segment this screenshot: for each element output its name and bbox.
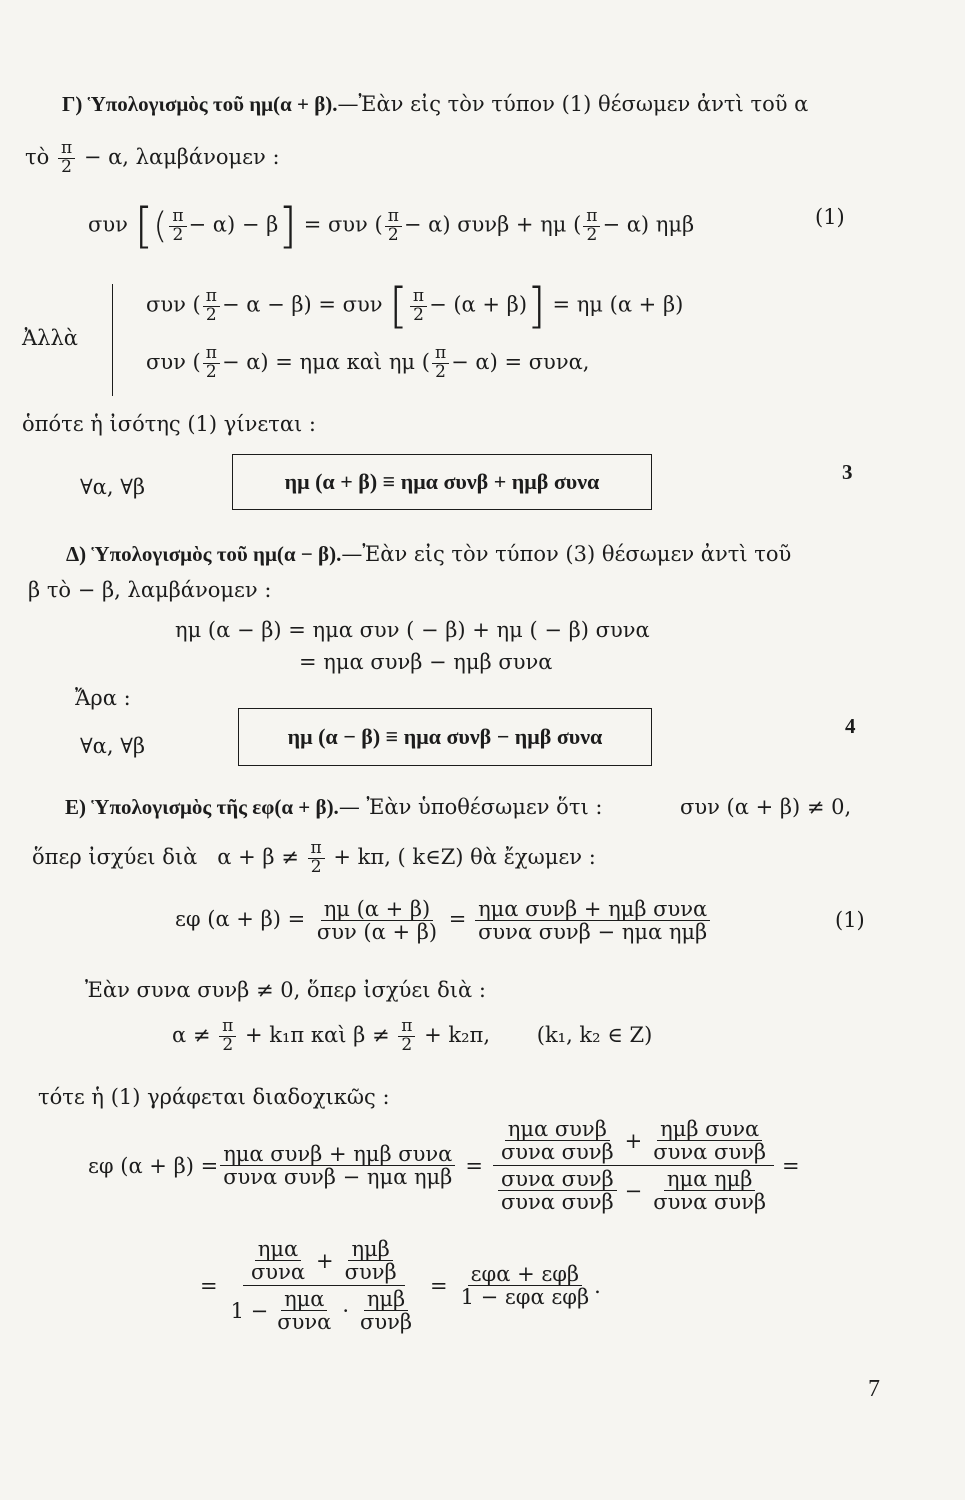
opote-line: ὁπότε ἡ ἰσότης (1) γίνεται :: [22, 412, 316, 436]
formula-box-3: ημ (α + β) ≡ ημα συνβ + ημβ συνα: [232, 454, 652, 510]
alla-word: Ἀλλὰ: [22, 326, 78, 350]
page-number: 7: [868, 1376, 880, 1402]
forall-g: ∀α, ∀β: [80, 475, 146, 499]
section-e-oper-line: ὅπερ ἰσχύει διὰ α + β ≠ $\frac{\pi}{2}$ + kπ, ( k∈Z) θὰ ἔχωμεν :: [32, 838, 596, 877]
brace-line-2: συν ( $\frac{\pi}{2}$ − α) = ημα καὶ ημ ( $\frac{\pi}{2}$ − α) = συνα,: [146, 343, 590, 382]
forall-d: ∀α, ∀β: [80, 734, 146, 758]
ef-label: (1): [835, 908, 865, 932]
formula-number-4: 4: [845, 714, 856, 738]
formula-number-3: 3: [842, 460, 853, 484]
to-word: τὸ: [25, 144, 50, 169]
section-e-intro: — Ἐὰν ὑποθέσωμεν ὅτι :: [338, 795, 603, 819]
ef-definition: εφ (α + β) = $\frac{\eta\mu (\alpha + \beta)}{\text{συν (α + β)}}$ = $\frac{\text{ημα συνβ + ημβ συνα}}{\text{συνα συνβ − ημα ημβ}}$: [175, 898, 712, 943]
section-e-condition: συν (α + β) ≠ 0,: [680, 795, 852, 819]
formula-box-4: ημ (α − β) ≡ ημα συνβ − ημβ συνα: [238, 708, 652, 766]
section-e-heading: [65, 795, 602, 820]
big-compound-fraction: $\frac{\text{ημα συνβ}}{\text{συνα συνβ}}$ + $\frac{\text{ημβ συνα}}{\text{συνα συνβ}}$ $\frac{\text{συνα συνβ}}{\text{συνα συνβ}}$ − $\frac{\text{ημα ημβ}}{\text{συνα συνβ}}$: [493, 1118, 774, 1213]
final-result-fraction: $\frac{\text{εφα + εφβ}}{\text{1 − εφα εφβ}}$: [460, 1262, 590, 1310]
section-d-line2: = ημα συνβ − ημβ συνα: [299, 650, 553, 674]
equation-1-label: (1): [815, 205, 845, 229]
section-d-line1: ημ (α − β) = ημα συν ( − β) + ημ ( − β) συνα: [175, 618, 650, 642]
cond3-line: α ≠ $\frac{\pi}{2}$ + k₁π καὶ β ≠ $\frac{\pi}{2}$ + k₂π, (k₁, k₂ ∈ Z): [172, 1016, 653, 1055]
section-g-intro: —Ἐὰν εἰς τὸν τύπον (1) θέσωμεν ἀντὶ τοῦ α: [337, 92, 809, 116]
derivation-line-2: = $\frac{\text{ημα}}{\text{συνα}}$ + $\frac{\text{ημβ}}{\text{συνβ}}$ 1 − $\frac{\text{ημα}}{\text{συνα}}$ · $\frac{\text{ημβ}}{\text{συνβ}}$ = $\frac{\text{εφα + εφβ}}{\text{1 − εφα εφβ}}$ .: [200, 1237, 601, 1335]
left-brace: [112, 284, 113, 396]
brace-line-1: συν ( $\frac{\pi}{2}$ − α − β) = συν [ $\frac{\pi}{2}$ − (α + β)] = ημ (α + β): [146, 278, 684, 334]
equation-1: συν [( $\frac{\pi}{2}$ − α) − β] = συν ( $\frac{\pi}{2}$ − α) συνβ + ημ ( $\frac{\pi}{2}$ − α) ημβ: [88, 198, 695, 254]
section-e-title: Ε) Ὑπολογισμὸς τῆς εφ(α + β).: [65, 795, 339, 819]
section-d-heading: [66, 542, 791, 567]
pi-over-two: $\frac{\pi}{2}$: [58, 140, 75, 177]
section-d-intro2: β τὸ − β, λαμβάνομεν :: [28, 578, 272, 602]
ean-line: Ἐὰν συνα συνβ ≠ 0, ὅπερ ἰσχύει διὰ :: [85, 978, 486, 1002]
bleed-through-text: [600, 140, 605, 158]
tote-line: τότε ἡ (1) γράφεται διαδοχικῶς :: [38, 1085, 390, 1109]
section-g-heading: [62, 92, 808, 117]
take-text: − α, λαμβάνομεν :: [83, 144, 280, 169]
ara-word: Ἄρα :: [75, 686, 131, 710]
derivation-line-1: εφ (α + β) = $\frac{\text{ημα συνβ + ημβ συνα}}{\text{συνα συνβ − ημα ημβ}}$ = $\frac{\text{ημα συνβ}}{\text{συνα συνβ}}$ + $\frac{\text{ημβ συνα}}{\text{συνα συνβ}}$ $\frac{\text{συνα συνβ}}{\text{συνα συνβ}}$ − $\frac{\text{ημα ημβ}}{\text{συνα συνβ}}$ =: [88, 1117, 800, 1215]
section-d-title: Δ) Ὑπολογισμὸς τοῦ ημ(α − β).: [66, 542, 342, 566]
section-g-to-line: [25, 140, 280, 177]
section-g-title: Γ) Ὑπολογισμὸς τοῦ ημ(α + β).: [62, 92, 338, 116]
section-d-intro: —Ἐὰν εἰς τὸν τύπον (3) θέσωμεν ἀντὶ τοῦ: [341, 542, 792, 566]
